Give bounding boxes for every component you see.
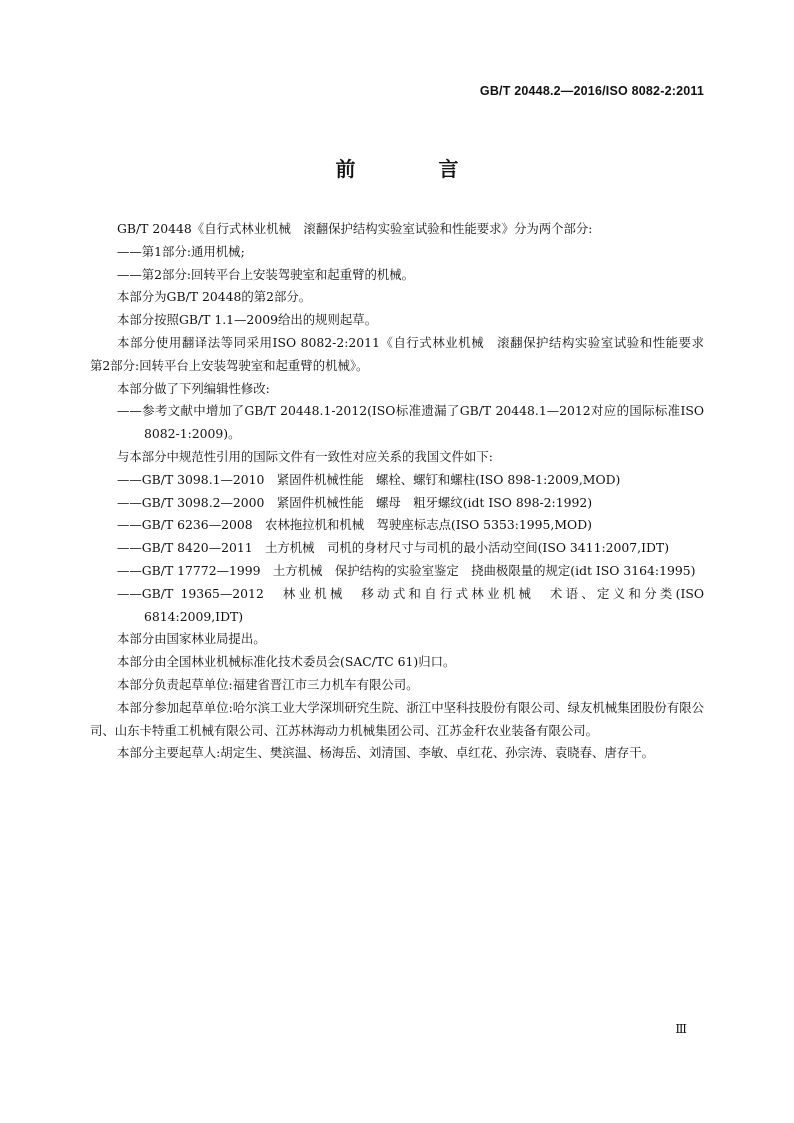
list-item-part-2: ——第2部分:回转平台上安装驾驶室和起重臂的机械。 <box>117 266 415 282</box>
paragraph-participating-drafters: 本部分参加起草单位:哈尔滨工业大学深圳研究生院、浙江中坚科技股份有限公司、绿友机械集团股份有限公司、山东卡特重工机械有限公司、江苏林海动力机械集团公司、江苏金秆农业装备有限公司。 <box>90 699 704 738</box>
list-item-bibliography-change: ——参考文献中增加了GB/T 20448.1-2012(ISO标准遗漏了GB/T 20448.1—2012对应的国际标准ISO 8082-1:2009)。 <box>117 403 704 442</box>
paragraph-responsible-drafter: 本部分负责起草单位:福建省晋江市三力机车有限公司。 <box>117 676 419 692</box>
list-item-gbt-19365: ——GB/T 19365—2012 林业机械 移动式和自行式林业机械 术语、定义和分类(ISO 6814:2009,IDT) <box>117 585 704 624</box>
paragraph-parts-intro: GB/T 20448《自行式林业机械 滚翻保护结构实验室试验和性能要求》分为两个部分: <box>117 221 593 236</box>
paragraph-editorial-changes: 本部分做了下列编辑性修改: <box>117 380 270 396</box>
paragraph-drafting-rules: 本部分按照GB/T 1.1—2009给出的规则起草。 <box>117 312 378 328</box>
paragraph-adoption: 本部分使用翻译法等同采用ISO 8082-2:2011《自行式林业机械 滚翻保护结构实验室试验和性能要求 第2部分:回转平台上安装驾驶室和起重臂的机械》。 <box>90 334 717 373</box>
standard-code-header: GB/T 20448.2—2016/ISO 8082-2:2011 <box>479 84 704 98</box>
list-item-gbt-3098-1: ——GB/T 3098.1—2010 紧固件机械性能 螺栓、螺钉和螺柱(ISO 898-1:2009,MOD) <box>117 471 621 487</box>
page-number: Ⅲ <box>675 1022 687 1036</box>
foreword-body <box>90 218 717 765</box>
list-item-gbt-6236: ——GB/T 6236—2008 农林拖拉机和机械 驾驶座标志点(ISO 5353:1995,MOD) <box>117 517 592 533</box>
list-item-gbt-8420: ——GB/T 8420—2011 土方机械 司机的身材尺寸与司机的最小活动空间(ISO 3411:2007,IDT) <box>117 540 670 556</box>
page-title: 前 言 <box>335 157 497 181</box>
list-item-gbt-3098-2: ——GB/T 3098.2—2000 紧固件机械性能 螺母 粗牙螺纹(idt ISO 898-2:1992) <box>117 494 593 510</box>
paragraph-part-statement: 本部分为GB/T 20448的第2部分。 <box>117 289 312 305</box>
list-item-part-1: ——第1部分:通用机械; <box>117 243 245 259</box>
paragraph-proposed-by: 本部分由国家林业局提出。 <box>117 631 266 647</box>
paragraph-main-drafters: 本部分主要起草人:胡定生、樊滨温、杨海岳、刘清国、李敏、卓红花、孙宗涛、袁晓春、唐存干。 <box>117 745 654 761</box>
paragraph-under-jurisdiction: 本部分由全国林业机械标准化技术委员会(SAC/TC 61)归口。 <box>117 654 456 670</box>
paragraph-correspondence: 与本部分中规范性引用的国际文件有一致性对应关系的我国文件如下: <box>117 448 493 464</box>
list-item-gbt-17772: ——GB/T 17772—1999 土方机械 保护结构的实验室鉴定 挠曲极限量的规定(idt ISO 3164:1995) <box>117 562 696 578</box>
